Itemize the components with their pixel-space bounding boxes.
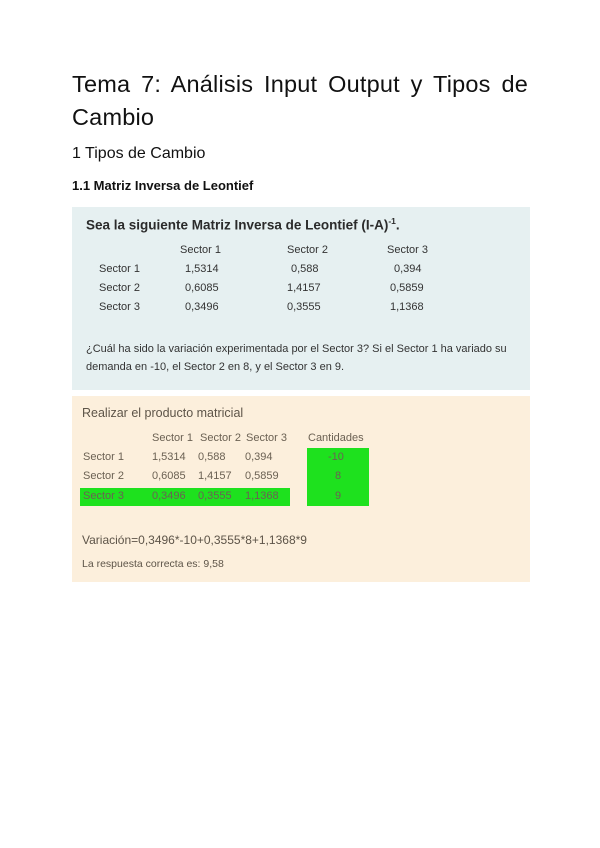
matrix-cell: 1,4157 <box>287 282 321 294</box>
table-cell: 1,4157 <box>198 470 232 482</box>
table-cell: 0,588 <box>198 451 226 463</box>
problem-question: ¿Cuál ha sido la variación experimentada por el Sector 3? Si el Sector 1 ha variado su demanda en -10, el Sector 2 en 8, y el Sector 3 en 9. <box>86 343 507 373</box>
solution-heading: Realizar el producto matricial <box>82 406 244 420</box>
matrix-row-label: Sector 2 <box>99 282 140 294</box>
subsection-heading: 1.1 Matriz Inversa de Leontief <box>72 178 254 193</box>
matrix-cell: 0,394 <box>394 263 422 275</box>
matrix-cell: 1,5314 <box>185 263 219 275</box>
intro-superscript: -1 <box>388 216 396 226</box>
matrix-row-label: Sector 3 <box>99 301 140 313</box>
quantity-cell: 9 <box>335 490 342 502</box>
matrix-cell: 0,5859 <box>390 282 424 294</box>
matrix-row-label: Sector 1 <box>99 263 140 275</box>
problem-intro: Sea la siguiente Matriz Inversa de Leontief $(I-A)^{-1}$. <box>86 216 400 233</box>
quantity-cell: 8 <box>335 470 342 482</box>
table-col-header: Sector 1 <box>152 432 193 444</box>
matrix-cell: 0,3555 <box>287 301 321 313</box>
table-row-label: Sector 2 <box>83 470 124 482</box>
page-title: Tema 7: Análisis Input Output y Tipos de Cambio <box>72 71 528 130</box>
quantity-cell: -10 <box>328 451 344 463</box>
matrix-cell: 0,588 <box>291 263 319 275</box>
matrix-cell: 0,3496 <box>185 301 219 313</box>
table-col-header: Cantidades <box>308 432 364 444</box>
table-cell: 1,5314 <box>152 451 186 463</box>
problem-box <box>72 207 530 390</box>
matrix-col-header: Sector 1 <box>180 244 221 256</box>
solution-box <box>72 396 530 582</box>
variation-formula: Variación=0,3496*-10+0,3555*8+1,1368*9 <box>82 533 307 547</box>
matrix-cell: 0,6085 <box>185 282 219 294</box>
table-cell: 0,6085 <box>152 470 186 482</box>
table-row-label: Sector 1 <box>83 451 124 463</box>
table-col-header: Sector 3 <box>246 432 287 444</box>
table-cell: 1,1368 <box>245 490 279 502</box>
table-cell: 0,3555 <box>198 490 232 502</box>
table-cell: 0,394 <box>245 451 273 463</box>
section-heading: 1 Tipos de Cambio <box>72 145 206 162</box>
correct-answer: La respuesta correcta es: 9,58 <box>82 558 224 570</box>
table-row-label: Sector 3 <box>83 490 124 502</box>
matrix-cell: 1,1368 <box>390 301 424 313</box>
table-cell: 0,5859 <box>245 470 279 482</box>
matrix-col-header: Sector 3 <box>387 244 428 256</box>
table-cell: 0,3496 <box>152 490 186 502</box>
table-col-header: Sector 2 <box>200 432 241 444</box>
matrix-col-header: Sector 2 <box>287 244 328 256</box>
